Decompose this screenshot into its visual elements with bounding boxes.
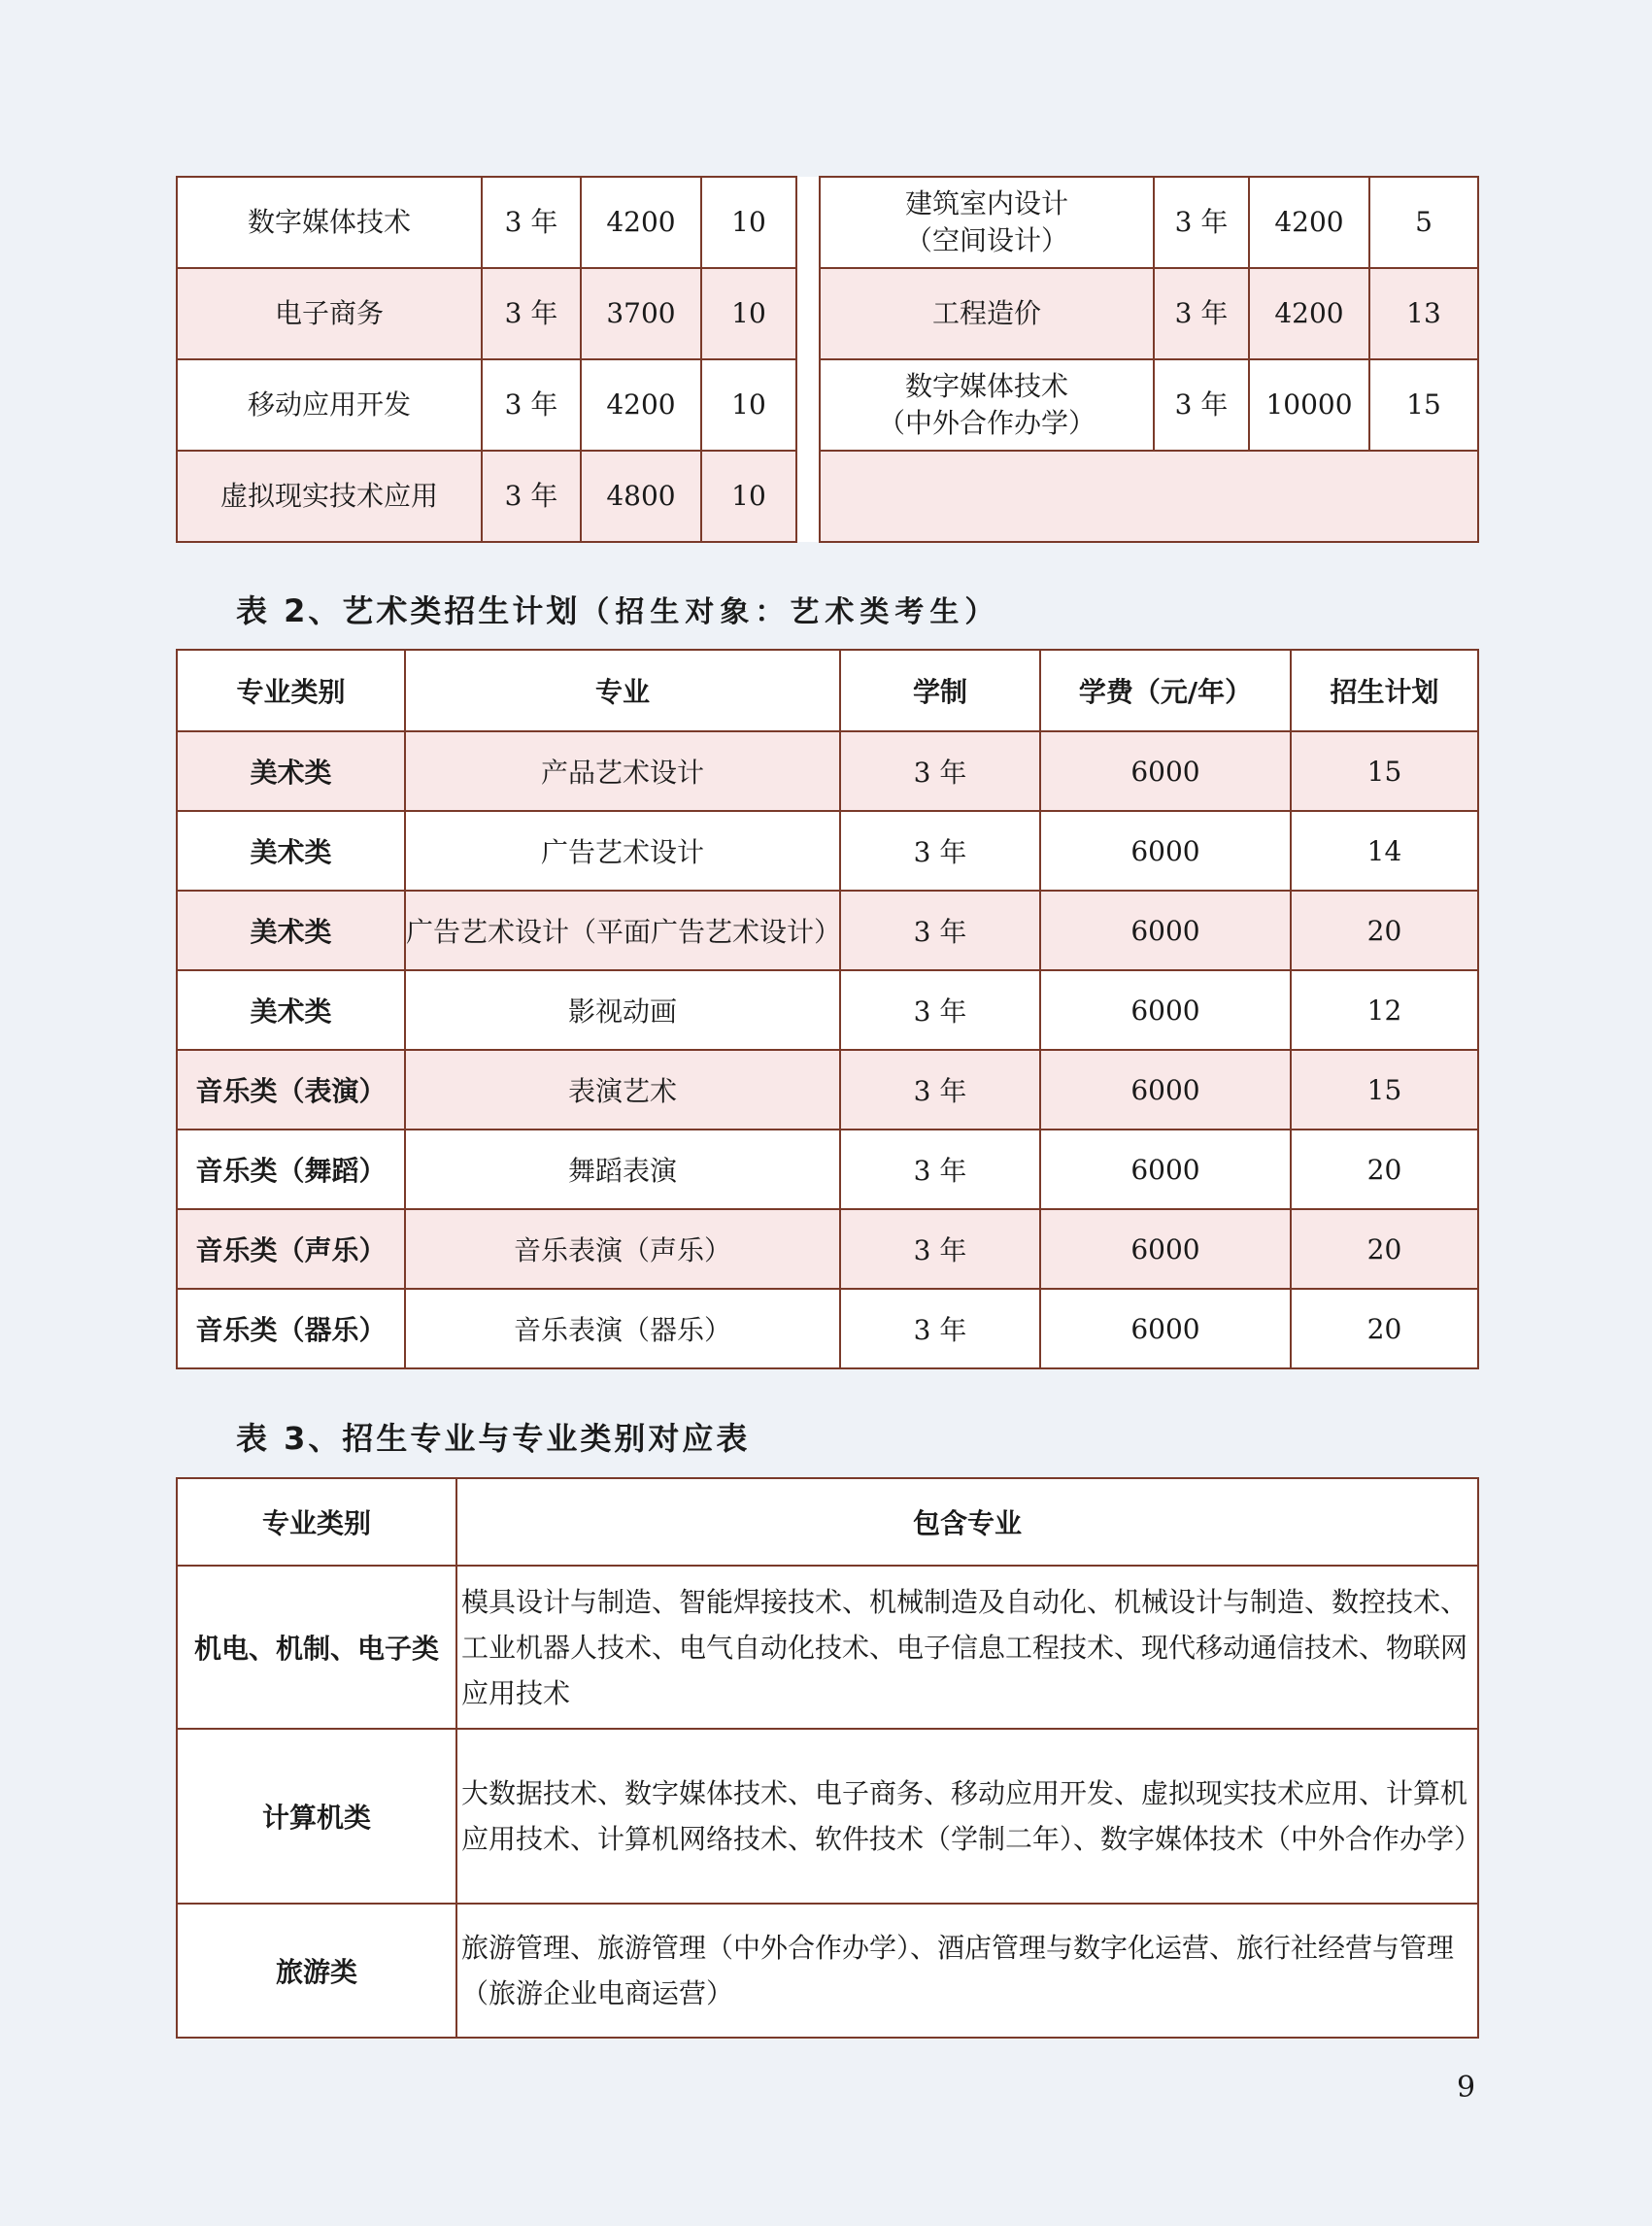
cell-years: 3 年: [840, 970, 1040, 1050]
cell-plan: 15: [1369, 359, 1478, 451]
cell-major: 音乐表演（声乐）: [405, 1209, 840, 1289]
table-2-caption: [236, 587, 999, 631]
cell-category: 音乐类（器乐）: [177, 1289, 405, 1368]
header-category: 专业类别: [177, 1478, 456, 1566]
table-1-continuation: [176, 176, 1479, 543]
header-years: 学制: [840, 650, 1040, 731]
table-1-body: [177, 177, 1478, 542]
cell-major: 表演艺术: [405, 1050, 840, 1130]
cell-fee: 4200: [581, 359, 701, 451]
cell-major: 产品艺术设计: [405, 731, 840, 811]
table-gap: [796, 268, 820, 359]
cell-plan: 10: [701, 268, 796, 359]
cell-years: 3 年: [840, 1209, 1040, 1289]
cell-years: 3 年: [482, 451, 581, 542]
cell-plan: 15: [1291, 1050, 1478, 1130]
header-plan: 招生计划: [1291, 650, 1478, 731]
cell-fee: 4200: [1249, 268, 1369, 359]
cell-included-majors: 大数据技术、数字媒体技术、电子商务、移动应用开发、虚拟现实技术应用、计算机应用技术、计算机网络技术、软件技术（学制二年）、数字媒体技术（中外合作办学）: [456, 1729, 1478, 1904]
cell-years: 3 年: [1154, 268, 1249, 359]
cell-empty: [820, 451, 1478, 542]
cell-category: 美术类: [177, 731, 405, 811]
cell-plan: 14: [1291, 811, 1478, 891]
table-header-row: [177, 650, 1478, 731]
cell-years: 3 年: [840, 811, 1040, 891]
cell-fee: 4200: [1249, 177, 1369, 268]
table-row: [177, 268, 1478, 359]
table-row: [177, 1729, 1478, 1904]
cell-years: 3 年: [1154, 359, 1249, 451]
cell-category: 美术类: [177, 811, 405, 891]
header-included-majors: 包含专业: [456, 1478, 1478, 1566]
table-row: [177, 1904, 1478, 2038]
cell-major: 广告艺术设计（平面广告艺术设计）: [405, 891, 840, 970]
header-fee: 学费（元/年）: [1040, 650, 1291, 731]
cell-major: 建筑室内设计 （空间设计）: [820, 177, 1154, 268]
table-row: [177, 1566, 1478, 1729]
cell-plan: 10: [701, 177, 796, 268]
table-row: [177, 359, 1478, 451]
table-3-body: [177, 1478, 1482, 2038]
cell-plan: 20: [1291, 1289, 1478, 1368]
table-row: [177, 731, 1478, 811]
table-row: [177, 1050, 1478, 1130]
cell-plan: 10: [701, 359, 796, 451]
cell-major: 数字媒体技术: [177, 177, 482, 268]
cell-plan: 20: [1291, 1130, 1478, 1209]
cell-plan: 13: [1369, 268, 1478, 359]
cell-category: 计算机类: [177, 1729, 456, 1904]
cell-plan: 15: [1291, 731, 1478, 811]
table-2-art-plan: [176, 649, 1479, 1369]
cell-plan: 10: [701, 451, 796, 542]
table-row: [177, 451, 1478, 542]
cell-major: 数字媒体技术 （中外合作办学）: [820, 359, 1154, 451]
cell-years: 3 年: [482, 177, 581, 268]
table-2-subtitle: （招生对象：艺术类考生）: [580, 595, 1000, 629]
cell-plan: 20: [1291, 1209, 1478, 1289]
cell-years: 3 年: [840, 1130, 1040, 1209]
cell-fee: 6000: [1040, 1130, 1291, 1209]
table-3-caption: 表 3、招生专业与专业类别对应表: [236, 1420, 751, 1457]
table-2-body: [177, 650, 1478, 1368]
cell-years: 3 年: [482, 359, 581, 451]
cell-years: 3 年: [1154, 177, 1249, 268]
cell-category: 音乐类（舞蹈）: [177, 1130, 405, 1209]
cell-category: 美术类: [177, 891, 405, 970]
table-gap: [796, 177, 820, 268]
table-gap: [796, 451, 820, 542]
cell-major: 工程造价: [820, 268, 1154, 359]
table-2-title: 表 2、艺术类招生计划: [236, 592, 581, 629]
cell-fee: 6000: [1040, 1050, 1291, 1130]
cell-fee: 3700: [581, 268, 701, 359]
cell-major: 虚拟现实技术应用: [177, 451, 482, 542]
cell-category: 美术类: [177, 970, 405, 1050]
table-header-row: [177, 1478, 1478, 1566]
table-row: [177, 177, 1478, 268]
table-gap: [796, 359, 820, 451]
cell-category: 音乐类（表演）: [177, 1050, 405, 1130]
cell-major: 广告艺术设计: [405, 811, 840, 891]
table-3-category-map: [176, 1477, 1482, 2039]
cell-fee: 4800: [581, 451, 701, 542]
cell-years: 3 年: [840, 1289, 1040, 1368]
page-number: 9: [1457, 2071, 1476, 2105]
header-major: 专业: [405, 650, 840, 731]
cell-category: 机电、机制、电子类: [177, 1566, 456, 1729]
table-row: [177, 1130, 1478, 1209]
cell-plan: 20: [1291, 891, 1478, 970]
table-row: [177, 891, 1478, 970]
cell-years: 3 年: [840, 731, 1040, 811]
cell-fee: 6000: [1040, 970, 1291, 1050]
cell-included-majors: 模具设计与制造、智能焊接技术、机械制造及自动化、机械设计与制造、数控技术、工业机器人技术、电气自动化技术、电子信息工程技术、现代移动通信技术、物联网应用技术: [456, 1566, 1478, 1729]
cell-years: 3 年: [840, 891, 1040, 970]
cell-fee: 6000: [1040, 891, 1291, 970]
cell-included-majors: 旅游管理、旅游管理（中外合作办学）、酒店管理与数字化运营、旅行社经营与管理（旅游企业电商运营）: [456, 1904, 1478, 2038]
header-category: 专业类别: [177, 650, 405, 731]
cell-fee: 6000: [1040, 811, 1291, 891]
cell-years: 3 年: [482, 268, 581, 359]
cell-category: 音乐类（声乐）: [177, 1209, 405, 1289]
table-row: [177, 811, 1478, 891]
cell-fee: 6000: [1040, 731, 1291, 811]
cell-major: 移动应用开发: [177, 359, 482, 451]
cell-fee: 6000: [1040, 1289, 1291, 1368]
cell-category: 旅游类: [177, 1904, 456, 2038]
cell-fee: 6000: [1040, 1209, 1291, 1289]
cell-plan: 12: [1291, 970, 1478, 1050]
table-row: [177, 970, 1478, 1050]
cell-plan: 5: [1369, 177, 1478, 268]
table-row: [177, 1209, 1478, 1289]
cell-years: 3 年: [840, 1050, 1040, 1130]
cell-major: 影视动画: [405, 970, 840, 1050]
cell-fee: 4200: [581, 177, 701, 268]
cell-major: 电子商务: [177, 268, 482, 359]
table-row: [177, 1289, 1478, 1368]
cell-fee: 10000: [1249, 359, 1369, 451]
cell-major: 舞蹈表演: [405, 1130, 840, 1209]
cell-major: 音乐表演（器乐）: [405, 1289, 840, 1368]
